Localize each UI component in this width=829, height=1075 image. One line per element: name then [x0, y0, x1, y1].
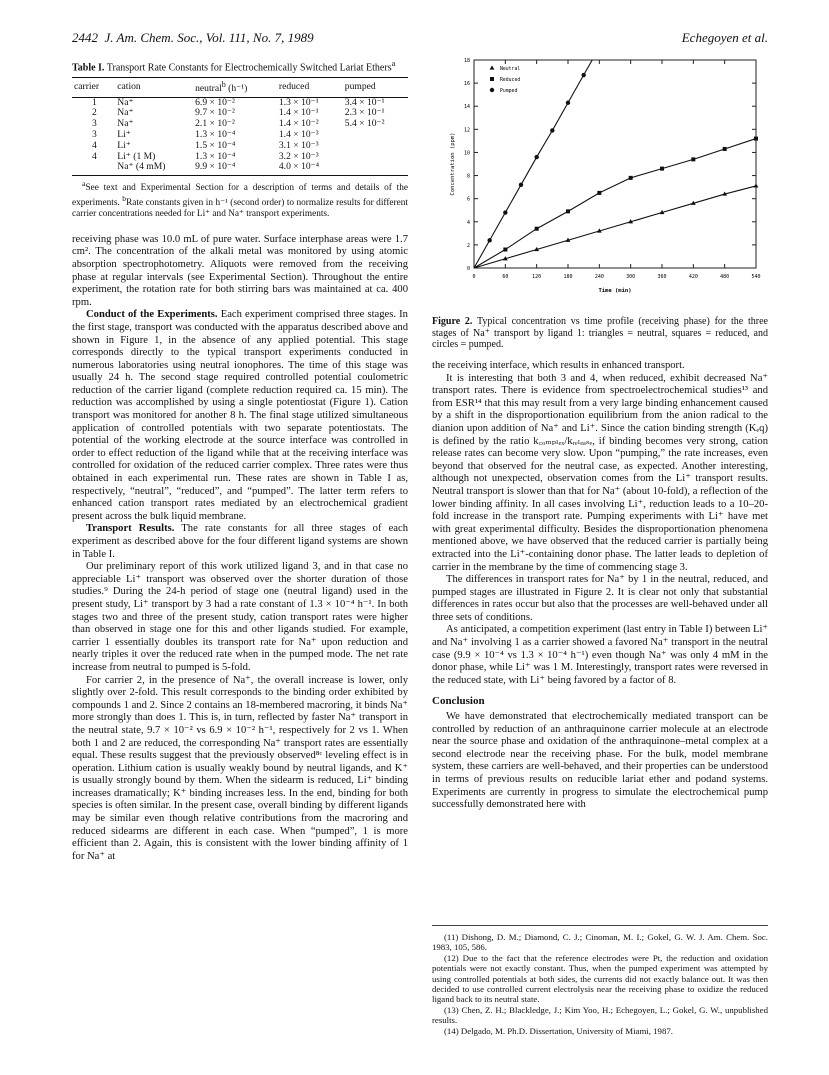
x-axis-label: Time (min) [598, 288, 632, 294]
data-point-circle [534, 155, 538, 159]
figure2 [446, 56, 762, 312]
paragraph [72, 309, 408, 523]
run-in-heading: Transport Results. [86, 523, 175, 535]
table1-cell: Na⁺ [117, 96, 134, 108]
table1-cell: 1 [92, 96, 97, 108]
table1-cell: Li⁺ [117, 139, 131, 151]
run-in-heading: Conduct of the Experiments. [86, 309, 218, 321]
y-tick-label: 2 [466, 242, 470, 249]
paragraph [72, 561, 408, 674]
paragraph-text: The differences in transport rates for Na⁺ by 1 in the neutral, reduced, and pumped stages are illustrated in Figure 2. It is clear not only that substantial differences in rates occur but also that the processes are well-behaved under all three sets of conditions. [432, 574, 768, 623]
data-point-circle [581, 73, 585, 77]
table1-cell: 1.3 × 10⁻¹ [278, 96, 319, 108]
x-tick-label: 240 [594, 274, 604, 280]
table1-cell: Na⁺ [117, 118, 134, 130]
table1-cell: 2 [92, 107, 97, 119]
series-line-reduced [474, 139, 756, 268]
table1-body [72, 97, 408, 176]
table1-cell: Na⁺ (4 mM) [115, 162, 193, 175]
paragraph [432, 624, 768, 687]
table1-header-row [72, 77, 408, 97]
table1-title-footnote-mark: a [391, 59, 396, 68]
table1-cell: 1.3 × 10⁻⁴ [195, 129, 236, 140]
y-tick-label: 18 [463, 58, 470, 64]
y-tick-label: 12 [463, 127, 470, 134]
figure2-chart [446, 56, 762, 312]
x-tick-label: 180 [563, 274, 573, 280]
table1-cell: 9.9 × 10⁻⁴ [193, 162, 277, 175]
data-point-circle [503, 210, 507, 214]
data-point-circle [487, 238, 491, 242]
table1-cell [72, 162, 115, 175]
data-point-square [691, 157, 695, 161]
table1-footnotes [72, 179, 408, 220]
footnote-a-text: See text and Experimental Section for a description of terms and details of the experiments. [72, 183, 408, 209]
table1-header-cation: cation [115, 77, 193, 97]
reference-item: (12) Due to the fact that the reference electrodes were Pt, the reduction and oxidation potentials were not exactly constant. Thus, when the pumped experiment was attempted by using controlled potentials at both sides, the currents did not exactly balance out. It was then decided to use controlled current electrolysis near the receiving phase to oxidize the reduced ligand back to its neutral state. [432, 952, 768, 1005]
legend-entry: Neutral [500, 67, 521, 72]
x-tick-label: 60 [502, 274, 509, 280]
paragraph-text: It is interesting that both 3 and 4, when reduced, exhibit decreased Na⁺ transport rates. There is evidence from spectroelectrochemical studies¹³ and from ESR¹⁴ that this may result from a very large binding enhancement caused by a shift in the disproportionation equilibrium from the anion radical to the dianion upon addition of Na⁺ and Li⁺. Since the cation binding strength (Kₑq) is defined by the ratio k꜀ₒₘₚₗₑₓ/kᵣₑₗₑₐₛₑ, if binding becomes very strong, cation release rates can become very slow. Upon “pumping,” the rate increases, even beyond that observed for the neutral case, as expected. Another interesting, although not unexpected, observation comes from the Li⁺ transport results. Neutral transport is slower than that for Na⁺ (about 10-fold), a reflection of the lower binding affinity. In all cases involving Li⁺, reduction leads to a 10–20-fold increase in the transport rate. Pumping experiments with Li⁺ have met with great experimental difficulty. Besides the disproportionation phenomena mentioned above, we have observed that the reduced carrier is partially being extracted into the Li⁺-containing donor phase. The latter leads to depletion of carrier in the membrane by the time of commencing stage 3. [432, 372, 768, 573]
table1-cell: 4 [92, 150, 97, 162]
data-point-circle [550, 128, 554, 132]
data-point-square [754, 137, 758, 141]
y-tick-label: 4 [466, 219, 470, 226]
x-tick-label: 120 [532, 274, 542, 280]
paragraph [432, 711, 768, 812]
table1-cell: 3 [92, 129, 97, 140]
table1-cell [343, 162, 408, 175]
neutral-label: neutral [195, 83, 222, 95]
y-axis-label: Concentration (ppm) [450, 132, 456, 196]
series-line-neutral [474, 186, 756, 268]
journal-citation: J. Am. Chem. Soc., Vol. 111, No. 7, 1989 [104, 30, 314, 45]
data-point-square [566, 209, 570, 213]
data-point-circle [566, 101, 570, 105]
y-tick-label: 6 [466, 196, 470, 203]
section-heading: Conclusion [432, 695, 485, 708]
running-header [72, 30, 768, 50]
paragraph [72, 675, 408, 864]
table1-caption [72, 58, 408, 74]
x-tick-label: 360 [657, 274, 667, 280]
paragraph-text: receiving phase was 10.0 mL of pure water. Surface interphase areas were 1.7 cm². The concentration of the alkali metal was monitored by using atomic absorption spectrophotometry. Aliquots were removed from the receiving phase at regular intervals (see Experimental Section). Throughout the entire experiment, the rotation rate for both stirring bars was maintained at ca. 400 rpm. [72, 233, 408, 308]
table1-cell: 6.9 × 10⁻² [195, 96, 235, 108]
left-body-text [72, 234, 408, 864]
data-point-square [597, 191, 601, 195]
table1-row [72, 162, 408, 175]
reference-item: (14) Delgado, M. Ph.D. Dissertation, University of Miami, 1987. [444, 1025, 673, 1036]
table1-header-neutral [193, 77, 277, 97]
data-point-square [723, 147, 727, 151]
table1-cell [343, 141, 408, 152]
paragraph-text: the receiving interface, which results in enhanced transport. [432, 360, 685, 371]
figure2-caption-text: Typical concentration vs time profile (receiving phase) for the three stages of Na⁺ transport by ligand 1: triangles = neutral, squares = reduced, and circles = pumped. [432, 316, 768, 351]
data-point-circle [490, 88, 494, 92]
table1-cell: 1.3 × 10⁻⁴ [195, 150, 236, 162]
table1-cell [343, 152, 408, 163]
table1-cell: Li⁺ [117, 129, 131, 140]
table1-cell: 1.4 × 10⁻¹ [278, 107, 319, 119]
table1-footnote-a: $^a$See text and Experimental Section for a description of terms and details of the experiments. $^b$Rate constants given in h⁻¹ (second order) to normalize results for different carrier concentrations needed for Li⁺ and Na⁺ transport experiments. [72, 179, 409, 219]
table1-cell: 1.4 × 10⁻³ [278, 129, 319, 140]
data-point-square [535, 227, 539, 231]
data-point-triangle [754, 183, 759, 187]
data-point-square [490, 77, 494, 81]
paragraph-text: For carrier 2, in the presence of Na⁺, the overall increase is lower, only slightly over 2-fold. This result corresponds to the binding order exhibited by compounds 1 and 2. Since 2 contains an 18-membered macroring, it binds Na⁺ more strongly than does 1. This is, in turn, reflected by faster Na⁺ transport in the neutral state, 9.7 × 10⁻² vs 6.9 × 10⁻² h⁻¹, respectively for 2 vs 1. When both 1 and 2 are reduced, the corresponding Na⁺ transport rates are essentially equal. These results suggest that the previously observed⁸ᶜ leveling effect is in operation. Lithium cation is usually weakly bound by neutral ligands, and K⁺ is usually strongly bound by them. When the sidearm is reduced, Li⁺ binding increases dramatically; K⁺ binding increases less. In the end, binding for both species is often similar. In the present case, overall binding by different ligands may be similar even though relative contributions from the macroring and reduced sidearms are different in each case. When “pumped”, 1 is more efficient than 2. Again, this is consistent with the lower binding affinity of 1 for Na⁺ at [72, 674, 408, 862]
paragraph-text: We have demonstrated that electrochemically mediated transport can be controlled by reduction of an anthraquinone carrier molecule at an electrode near the source phase and oxidation of the anthraquinone–metal complex at a second electrode near the receiving phase. For the bulk, model membrane system, these carriers are well-behaved, and their properties can be understood in terms of previous results on reducible lariat ether and podand systems. Experiments are currently in progress to simulate the electrochemical pump successfully demonstrated here with [432, 711, 768, 811]
y-tick-label: 16 [463, 81, 470, 88]
paragraph [432, 360, 768, 373]
table1-cell: Li⁺ (1 M) [117, 150, 156, 162]
table1-cell: 4 [92, 139, 97, 151]
figure2-caption [432, 316, 768, 351]
header-left [72, 30, 314, 46]
y-tick-label: 14 [463, 104, 470, 111]
table1-cell: 1.5 × 10⁻⁴ [195, 139, 236, 151]
table1-cell: 3.2 × 10⁻³ [278, 150, 319, 162]
table1-cell: Na⁺ [117, 107, 134, 119]
x-tick-label: 420 [688, 274, 698, 280]
table1 [72, 77, 408, 176]
right-column [432, 360, 768, 812]
references [432, 925, 768, 1036]
data-point-square [629, 176, 633, 180]
table1-row [72, 141, 408, 152]
paragraph-text: The rate constants for all three stages of each experiment as described above for the four different ligand systems are shown in Table I. [72, 523, 408, 560]
paragraph [432, 574, 768, 624]
paragraph-text: Each experiment comprised three stages. In the first stage, transport was conducted with the apparatus described above and shown in Figure 1, in the absence of any applied potential. This stage corresponds directly to the typical transport experiments conducted in numerous laboratories using neutral ionophores. The time of this stage was usually 24 h. The second stage required controlled potential coulometric reduction of the carrier ligand (complete reduction required ca. 15 min). The reduction was accomplished by using a single potentiostat (Figure 1). Cation transport was monitored for another 8 h. The final stage utilized simultaneous application of controlled potentials with two separate potentiostats. The potential of the working electrode at the source interface was controlled in order to effect reduction of the ligand while that at the receiving interface was controlled for oxidation of the reduced carrier complex. Three rates were thus obtained in each experimental run. These rates are shown in Table I as, respectively, “neutral”, “reduced”, and “pumped”. The latter term refers to enhanced cation transport rates mediated by an electrochemical gradient present across the bulk liquid membrane. [72, 309, 408, 522]
data-point-triangle [490, 65, 495, 69]
data-point-square [503, 248, 507, 252]
table1-cell: 4.0 × 10⁻⁴ [277, 162, 343, 175]
table1-label: Table I. [72, 62, 105, 74]
table1-cell [343, 130, 408, 141]
y-tick-label: 10 [463, 150, 470, 157]
y-tick-label: 8 [466, 173, 470, 180]
x-tick-label: 0 [472, 274, 476, 280]
x-tick-label: 300 [626, 274, 636, 280]
table1-header-reduced: reduced [277, 77, 343, 97]
neutral-footnote-mark: b [221, 79, 226, 89]
table1-cell: 2.1 × 10⁻² [195, 118, 235, 130]
paragraph [72, 523, 408, 561]
paragraph [432, 373, 768, 575]
x-tick-label: 540 [751, 274, 761, 280]
legend-entry: Reduced [500, 78, 521, 83]
table1-cell: 9.7 × 10⁻² [195, 107, 235, 119]
page-number: 2442 [72, 30, 98, 45]
paragraph [72, 234, 408, 310]
table1-cell: 5.4 × 10⁻² [344, 118, 385, 130]
reference-item: (13) Chen, Z. H.; Blackledge, J.; Kim Yoo, H.; Echegoyen, L.; Gokel, G. W., unpublished results. [432, 1004, 768, 1026]
paragraph-text: As anticipated, a competition experiment (last entry in Table I) between Li⁺ and Na⁺ involving 1 as a carrier showed a favored Na⁺ transport in the neutral case (9.9 × 10⁻⁴ vs 1.3 × 10⁻⁴ h⁻¹) even though Na⁺ was only 4 mM in the donor phase, while Li⁺ was 1 M. Interestingly, transport rates were reversed in the reduced state, with Li⁺ being favored by a factor of 8. [432, 624, 768, 686]
paragraph-text: Our preliminary report of this work utilized ligand 3, and in that case no appreciable Li⁺ transport was observed over the shorter duration of those studies.⁹ During the 24-h period of stage one (neutral ligand) used in the present study, Li⁺ transport by 3 had a rate constant of 1.3 × 10⁻⁴ h⁻¹. In both stages two and three of the present study, cation transport rates were higher than observed in stage one for this and other ligands studied. For example, carrier 1 essentially doubles its transport rate for Na⁺ upon reduction and nearly triples it over the reduced rate when in the pumped mode. The net rate increase from neutral to pumped is 5-fold. [72, 561, 408, 673]
table1-title: Transport Rate Constants for Electrochemically Switched Lariat Ethers [106, 62, 392, 74]
table1-header-carrier: carrier [72, 77, 115, 97]
y-tick-label: 0 [466, 266, 470, 272]
reference-item: (11) Dishong, D. M.; Diamond, C. J.; Cinoman, M. I.; Gokel, G. W. J. Am. Chem. Soc. 1983, 105, 586. [432, 932, 768, 953]
data-point-square [660, 167, 664, 171]
table1-cell: 3 [92, 118, 97, 130]
table1-cell: 3.1 × 10⁻³ [278, 139, 319, 151]
left-column [72, 58, 408, 863]
header-authors: Echegoyen et al. [681, 30, 768, 45]
figure2-label: Figure 2. [432, 316, 473, 327]
neutral-unit: (h⁻¹) [228, 83, 248, 95]
table1-cell: 1.4 × 10⁻² [278, 118, 319, 130]
data-point-circle [519, 183, 523, 187]
footnote-b-text: Rate constants given in h⁻¹ (second order) to normalize results for different carrier concentrations needed for Li⁺ and Na⁺ transport experiments. [72, 198, 409, 219]
table1-cell: 3.4 × 10⁻¹ [344, 96, 385, 108]
table1-cell: 2.3 × 10⁻¹ [344, 107, 385, 119]
x-tick-label: 480 [720, 274, 730, 280]
legend-entry: Pumped [500, 89, 518, 94]
table1-header-pumped: pumped [343, 77, 408, 97]
